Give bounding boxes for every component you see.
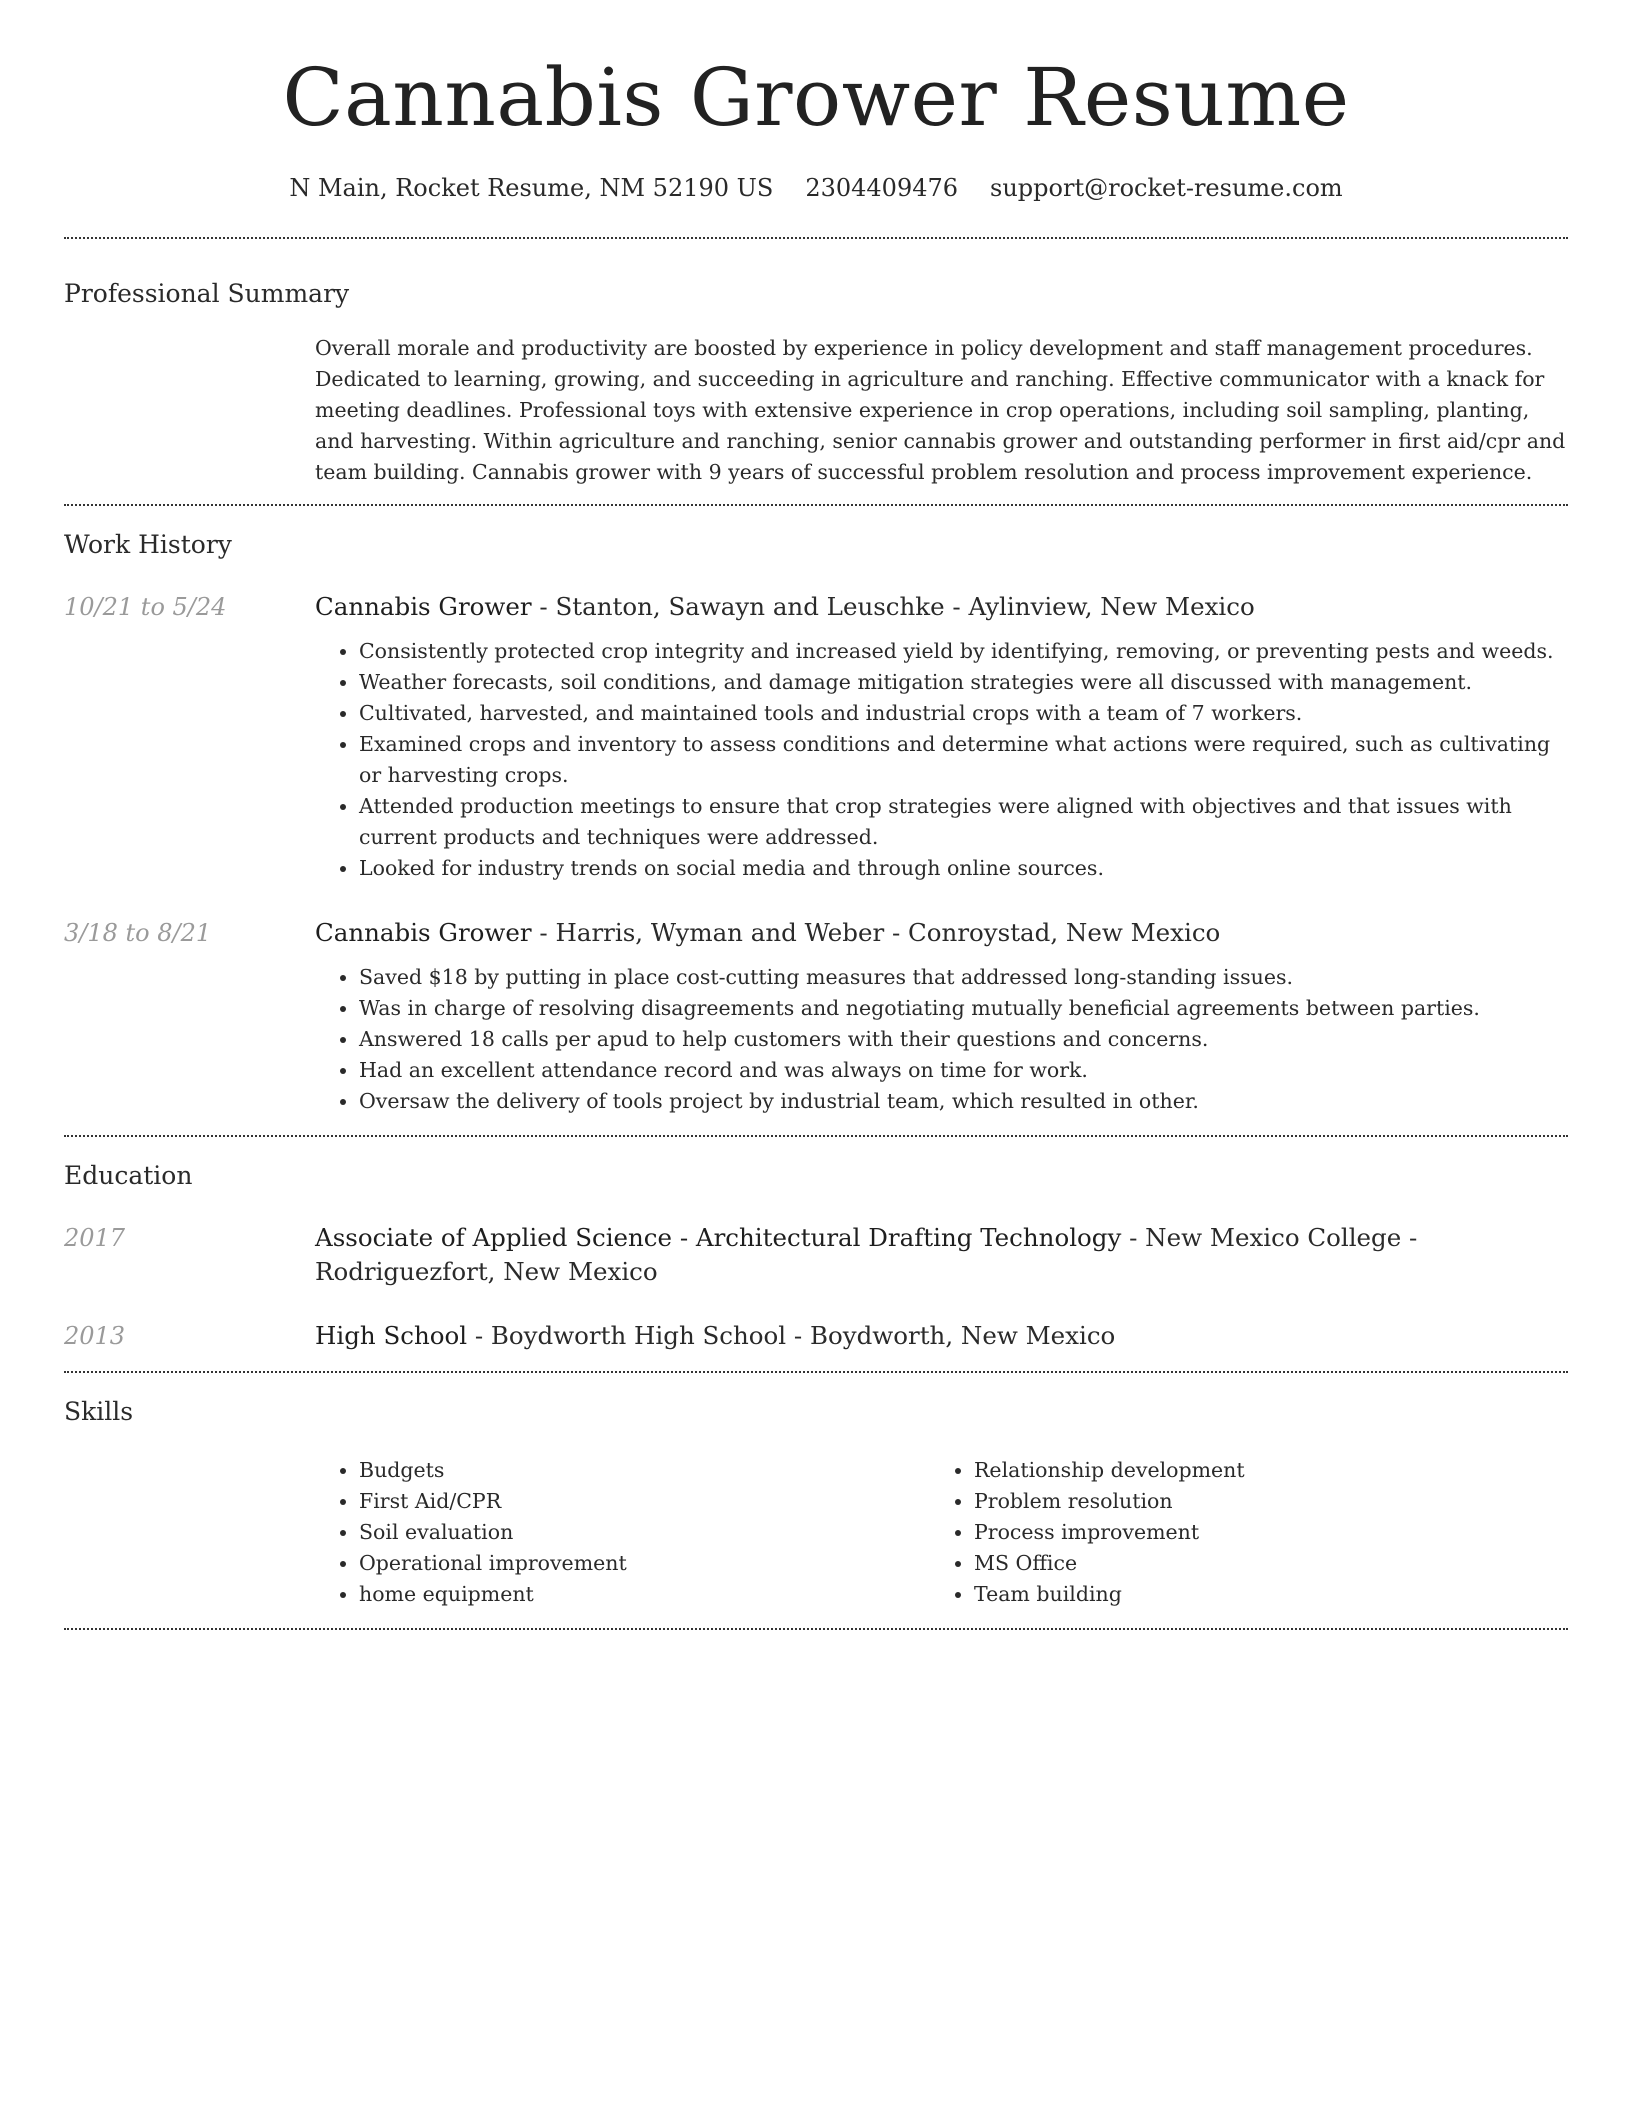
- skills-grid: [315, 1455, 1568, 1628]
- job-bullets: [315, 962, 1568, 1117]
- job-body: [315, 916, 1568, 1117]
- list-item: • Oversaw the delivery of tools project by industrial team, which resulted in other.: [359, 1086, 1568, 1117]
- divider: [64, 1628, 1568, 1630]
- education-heading: Education: [64, 1160, 193, 1190]
- job-entry: [64, 590, 1568, 884]
- education-details: - New Mexico College - Rodriguezfort, New Mexico: [315, 1222, 1418, 1286]
- skills-right-column: [930, 1455, 1545, 1610]
- skill-item: • MS Office: [974, 1548, 1545, 1579]
- summary-heading: Professional Summary: [64, 278, 350, 308]
- list-item: • Looked for industry trends on social media and through online sources.: [359, 853, 1568, 884]
- work-history-heading: Work History: [64, 529, 232, 559]
- job-entry: [64, 916, 1568, 1117]
- skills-left-column: [315, 1455, 930, 1610]
- education-section: [64, 1137, 1568, 1371]
- job-title: Cannabis Grower: [315, 591, 532, 621]
- job-dates: 3/18 to 8/21: [64, 918, 212, 947]
- education-line: [315, 1221, 1568, 1289]
- contact-address: N Main, Rocket Resume, NM 52190 US: [289, 174, 774, 202]
- resume-title: Cannabis Grower Resume: [282, 51, 1350, 144]
- job-details: - Stanton, Sawayn and Leuschke - Aylinview, New Mexico: [531, 591, 1255, 621]
- list-item: • Examined crops and inventory to assess conditions and determine what actions were required, such as cultivating or harvesting crops.: [359, 729, 1568, 791]
- skill-item: • Soil evaluation: [359, 1517, 930, 1548]
- education-details: - Boydworth High School - Boydworth, New Mexico: [467, 1320, 1116, 1350]
- skill-item: • Budgets: [359, 1455, 930, 1486]
- education-line: [315, 1319, 1568, 1353]
- list-item: • Had an excellent attendance record and was always on time for work.: [359, 1055, 1568, 1086]
- education-entry: [64, 1319, 1568, 1371]
- job-details: - Harris, Wyman and Weber - Conroystad, New Mexico: [531, 917, 1221, 947]
- summary-text: Overall morale and productivity are boosted by experience in policy development and staff management procedures. Dedicated to learning, growing, and succeeding in agriculture and ranching. Effective communicator with a knack for meeting deadlines. Professional toys with extensive experience in crop operations, including soil sampling, planting, and harvesting. Within agriculture and ranching, senior cannabis grower and outstanding performer in first aid/cpr and team building. Cannabis grower with 9 years of successful problem resolution and process improvement experience.: [315, 335, 1566, 484]
- job-body: [315, 590, 1568, 884]
- job-dates: 10/21 to 5/24: [64, 592, 227, 621]
- summary-section: [64, 239, 1568, 504]
- skill-item: • Problem resolution: [974, 1486, 1545, 1517]
- list-item: • Consistently protected crop integrity and increased yield by identifying, removing, or preventing pests and weeds.: [359, 636, 1568, 667]
- skill-item: • Relationship development: [974, 1455, 1545, 1486]
- work-history-section: [64, 506, 1568, 1135]
- skill-item: • Operational improvement: [359, 1548, 930, 1579]
- contact-phone: 2304409476: [805, 174, 959, 202]
- skills-section: [64, 1373, 1568, 1628]
- list-item: • Cultivated, harvested, and maintained tools and industrial crops with a team of 7 workers.: [359, 698, 1568, 729]
- job-title-line: [315, 916, 1568, 950]
- list-item: • Saved $18 by putting in place cost-cutting measures that addressed long-standing issues.: [359, 962, 1568, 993]
- education-year: 2013: [64, 1321, 126, 1350]
- contact-email: support@rocket-resume.com: [990, 174, 1343, 202]
- education-degree: Associate of Applied Science - Architectural Drafting Technology: [315, 1222, 1122, 1252]
- list-item: • Attended production meetings to ensure that crop strategies were aligned with objectives and that issues with current products and techniques were addressed.: [359, 791, 1568, 853]
- list-item: • Weather forecasts, soil conditions, and damage mitigation strategies were all discussed with management.: [359, 667, 1568, 698]
- skills-heading: Skills: [64, 1396, 134, 1426]
- contact-line: [64, 174, 1568, 203]
- skill-item: • home equipment: [359, 1579, 930, 1610]
- education-entry: [64, 1221, 1568, 1289]
- job-title-line: [315, 590, 1568, 624]
- education-year: 2017: [64, 1223, 126, 1252]
- list-item: • Answered 18 calls per apud to help customers with their questions and concerns.: [359, 1024, 1568, 1055]
- skill-item: • Team building: [974, 1579, 1545, 1610]
- job-title: Cannabis Grower: [315, 917, 532, 947]
- skill-item: • Process improvement: [974, 1517, 1545, 1548]
- list-item: • Was in charge of resolving disagreements and negotiating mutually beneficial agreements between parties.: [359, 993, 1568, 1024]
- skill-item: • First Aid/CPR: [359, 1486, 930, 1517]
- job-bullets: [315, 636, 1568, 884]
- education-degree: High School: [315, 1320, 468, 1350]
